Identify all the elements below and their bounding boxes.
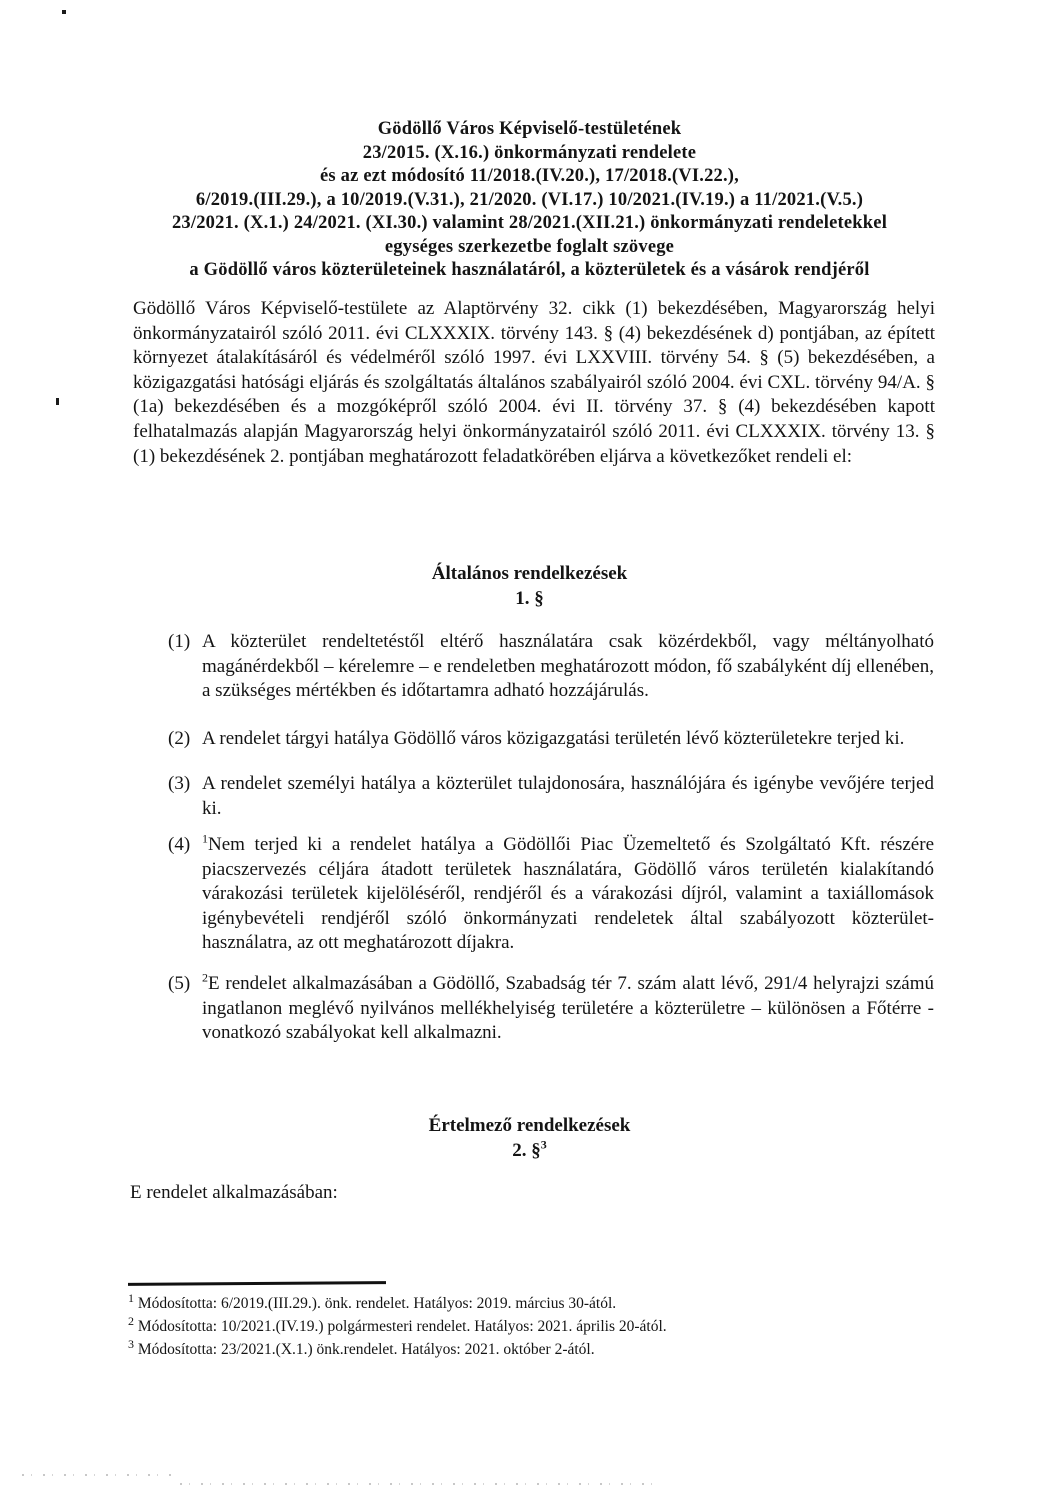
- section-number: 2. §$^3$: [512, 1137, 547, 1161]
- clause-text: A rendelet személyi hatálya a közterület tulajdonosára, használójára és igénybe vevőjére terjed ki.: [202, 773, 934, 819]
- clause-number: (2): [168, 728, 191, 749]
- title-line: a Gödöllő város közterületeinek használatáról, a közterületek és a vásárok rendjéről: [189, 260, 870, 280]
- footnote-number: 2: [128, 1313, 134, 1328]
- section-heading-text: Értelmező rendelkezések: [428, 1115, 631, 1136]
- footnote-separator-line: [128, 1281, 386, 1286]
- clause-5: [168, 972, 934, 1046]
- footnote-3: $^3$ Módosította: 23/2021.(X.1.) önk.rendelet. Hatályos: 2021. október 2-ától.: [128, 1336, 595, 1358]
- clause-number: (3): [168, 773, 191, 794]
- clause-text: A rendelet tárgyi hatálya Gödöllő város közigazgatási területén lévő közterületekre terjed ki.: [202, 728, 905, 749]
- title-line: 23/2021. (X.1.) 24/2021. (XI.30.) valamint 28/2021.(XII.21.) önkormányzati rendeletekkel: [171, 213, 888, 233]
- clause-text: A közterület rendeltetéstől eltérő használatára csak közérdekből, vagy méltányolható magánérdekből – kérelemre – e rendeletben meghatározott módon, fő szabályként díj ellenében, a szükséges mértékben és időtartamra adható hozzájárulás.: [202, 631, 934, 702]
- clause-2: [168, 727, 934, 752]
- clause-1: [168, 630, 934, 704]
- scan-speck-artifact: [56, 398, 59, 405]
- clause-number: (5): [168, 973, 191, 994]
- footnote-number: 1: [128, 1290, 134, 1305]
- clause-number: (1): [168, 631, 191, 652]
- section-heading-interpretive-provisions: [0, 1113, 1059, 1163]
- clause-3: [168, 772, 934, 821]
- title-line: Gödöllő Város Képviselő-testületének: [377, 119, 682, 139]
- title-line: és az ezt módosító 11/2018.(IV.20.), 17/2018.(VI.22.),: [320, 166, 739, 186]
- section-number: 1. §: [515, 588, 544, 609]
- title-line: 23/2015. (X.16.) önkormányzati rendelete: [362, 142, 697, 163]
- footnotes-block: [128, 1292, 828, 1361]
- footnote-number: 3: [128, 1336, 134, 1351]
- footnote-marker: 3: [540, 1137, 547, 1152]
- scan-speck-artifact: [62, 10, 66, 14]
- footnote-marker: 2: [202, 970, 208, 985]
- document-title-block: [0, 118, 1059, 283]
- scan-noise-row: [180, 1483, 660, 1485]
- application-intro-line: E rendelet alkalmazásában:: [130, 1182, 338, 1203]
- clause-number: (4): [168, 834, 191, 855]
- preamble-paragraph: Gödöllő Város Képviselő-testülete az Alaptörvény 32. cikk (1) bekezdésében, Magyarország helyi önkormányzatairól szóló 2011. évi CLXXXIX. törvény 143. § (4) bekezdésének d) pontjában, az épített környezet átalakításáról és védelméről szóló 1997. évi LXXVIII. törvény 54. § (5) bekezdésében, a közigazgatási hatósági eljárás és szolgáltatás általános szabályairól szóló 2004. évi CXL. törvény 94/A. § (1a) bekezdésében és a mozgóképről szóló 2004. évi II. törvény 37. § (4) bekezdésében kapott felhatalmazás alapján Magyarország helyi önkormányzatairól szóló 2011. évi CLXXXIX. törvény 13. § (1) bekezdésének 2. pontjában meghatározott feladatkörében eljárva a következőket rendeli el:: [133, 298, 935, 467]
- footnote-2: $^2$ Módosította: 10/2021.(IV.19.) polgármesteri rendelet. Hatályos: 2021. április 20-ától.: [128, 1313, 667, 1335]
- clause-text: $^2$E rendelet alkalmazásában a Gödöllő, Szabadság tér 7. szám alatt lévő, 291/4 helyrajzi számú ingatlanon meglévő nyilvános mellékhelyiség területére a közterületre – különösen a Főtérre - vonatkozó szabályokat kell alkalmazni.: [202, 970, 934, 1044]
- section-heading-general-provisions: [0, 561, 1059, 611]
- section-heading-text: Általános rendelkezések: [431, 563, 628, 584]
- scan-noise-row: [22, 1474, 172, 1476]
- title-line: egységes szerkezetbe foglalt szövege: [384, 236, 675, 257]
- title-line: 6/2019.(III.29.), a 10/2019.(V.31.), 21/2020. (VI.17.) 10/2021.(IV.19.) a 11/2021.(V.5.): [195, 189, 864, 210]
- footnote-marker: 1: [202, 831, 208, 846]
- clause-text: $^1$Nem terjed ki a rendelet hatálya a Gödöllői Piac Üzemeltető és Szolgáltató Kft. részére piacszervezés céljára átadott területek használatára, Gödöllő város területén kialakítandó várakozási területek kijelöléséről, rendjéről és a várakozási díjról, valamint a taxiállomások igénybevételi rendjéről szóló önkormányzati rendeletek által szabályozott közterület-használatra, az ott meghatározott díjakra.: [202, 831, 934, 954]
- footnote-1: $^1$ Módosította: 6/2019.(III.29.). önk. rendelet. Hatályos: 2019. március 30-ától.: [128, 1290, 617, 1312]
- clause-4: [168, 833, 934, 956]
